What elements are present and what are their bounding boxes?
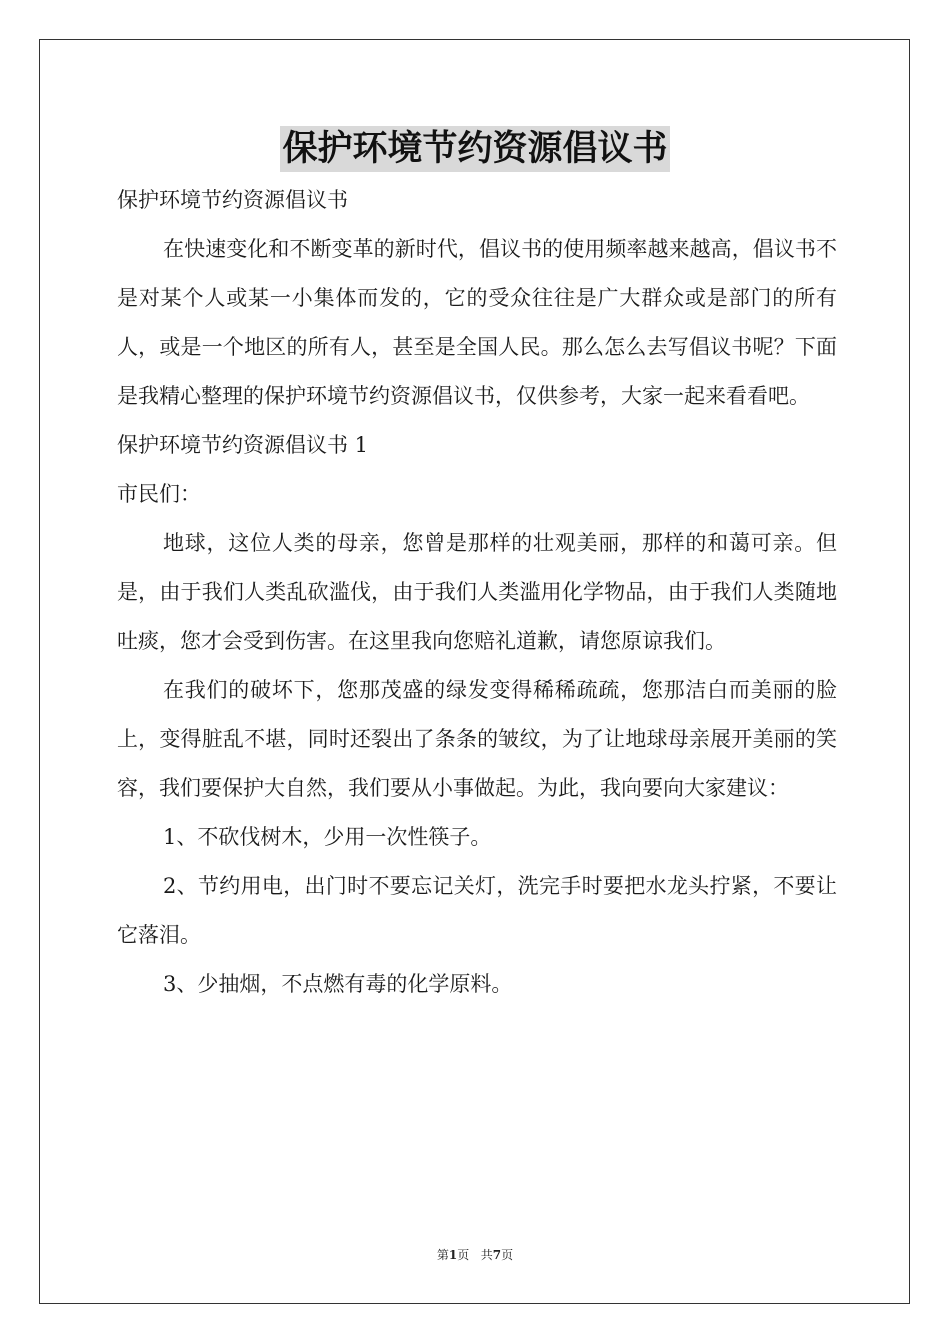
total-pages: 7: [492, 1248, 502, 1262]
document-subtitle: 保护环境节约资源倡议书: [117, 188, 348, 212]
section-heading: 保护环境节约资源倡议书 1: [117, 433, 369, 457]
total-label-suffix: 页: [501, 1248, 514, 1262]
paragraph-body-2: 在我们的破坏下，您那茂盛的绿发变得稀稀疏疏，您那洁白而美丽的脸上，变得脏乱不堪，同时还裂出了条条的皱纹，为了让地球母亲展开美丽的笑容，我们要保护大自然，我们要从小事做起。为此，我向要向大家建议：: [117, 678, 837, 800]
list-item-3: 3、少抽烟，不点燃有毒的化学原料。: [163, 972, 513, 996]
page-label-prefix: 第: [436, 1248, 449, 1262]
list-item-1: 1、不砍伐树木，少用一次性筷子。: [163, 825, 492, 849]
list-item-2: 2、节约用电，出门时不要忘记关灯，洗完手时要把水龙头拧紧，不要让它落泪。: [117, 874, 837, 947]
page-footer: [0, 1246, 950, 1263]
total-label-prefix: 共: [480, 1248, 493, 1262]
page-label-suffix: 页: [457, 1248, 470, 1262]
page-number: 1: [448, 1248, 458, 1262]
salutation: 市民们：: [117, 482, 201, 506]
document-body: [117, 176, 837, 1009]
document-title: 保护环境节约资源倡议书: [280, 126, 669, 172]
paragraph-body-1: 地球，这位人类的母亲，您曾是那样的壮观美丽，那样的和蔼可亲。但是，由于我们人类乱砍滥伐，由于我们人类滥用化学物品，由于我们人类随地吐痰，您才会受到伤害。在这里我向您赔礼道歉，请您原谅我们。: [117, 531, 837, 653]
paragraph-intro: 在快速变化和不断变革的新时代，倡议书的使用频率越来越高，倡议书不是对某个人或某一小集体而发的，它的受众往往是广大群众或是部门的所有人，或是一个地区的所有人，甚至是全国人民。那么怎么去写倡议书呢？下面是我精心整理的保护环境节约资源倡议书，仅供参考，大家一起来看看吧。: [117, 237, 837, 408]
title-container: [0, 126, 950, 172]
